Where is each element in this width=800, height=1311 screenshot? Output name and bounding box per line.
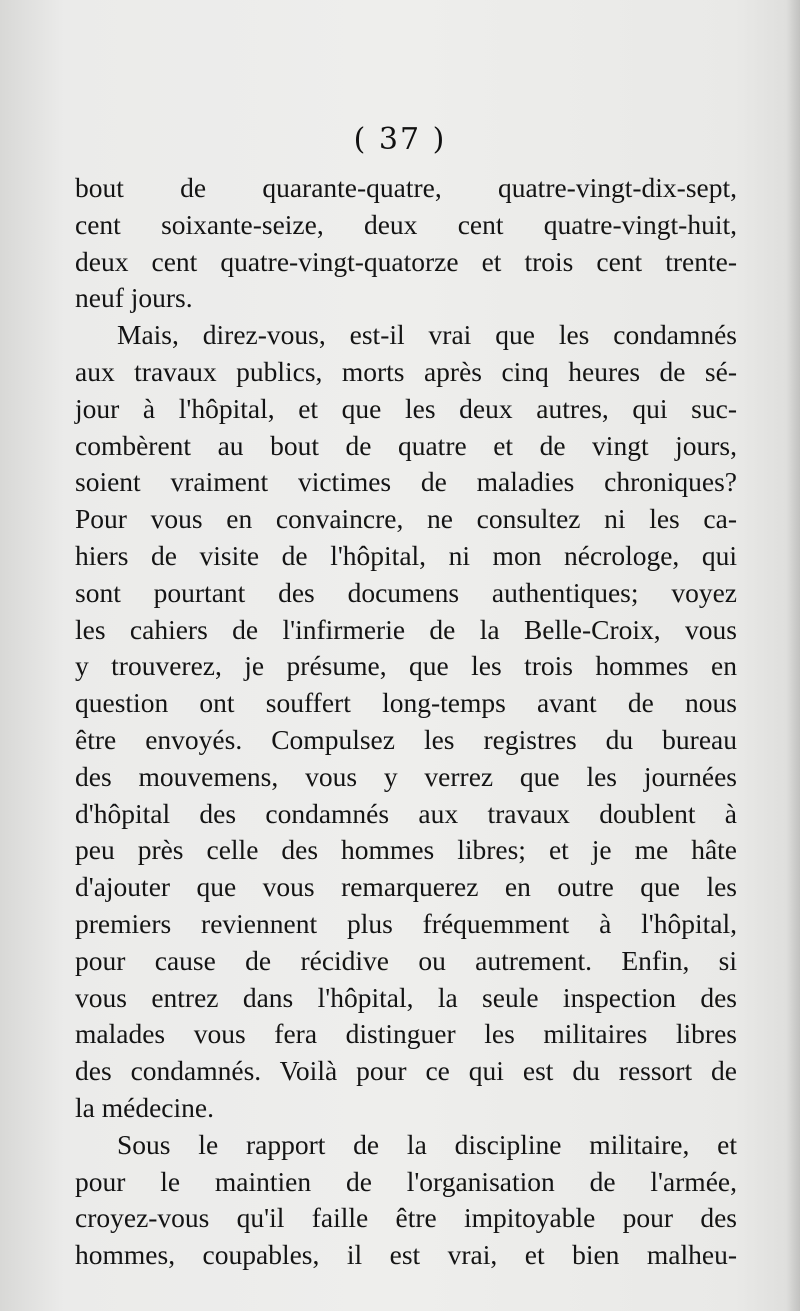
text-line: hommes, coupables, il est vrai, et bien malheu- xyxy=(75,1239,737,1271)
text-line: d'ajouter que vous remarquerez en outre que les xyxy=(75,871,737,903)
text-line: des mouvemens, vous y verrez que les journées xyxy=(75,760,737,792)
text-line: jour à l'hôpital, et que les deux autres, qui suc- xyxy=(75,392,737,424)
text-line: premiers reviennent plus fréquemment à l'hôpital, xyxy=(75,907,737,939)
text-line: aux travaux publics, morts après cinq heures de sé- xyxy=(75,355,737,387)
body-text xyxy=(75,170,737,1274)
text-line: sont pourtant des documens authentiques; voyez xyxy=(75,576,737,608)
text-line: combèrent au bout de quatre et de vingt jours, xyxy=(75,429,737,461)
page-edge-shadow xyxy=(786,0,800,1311)
text-line: cent soixante-seize, deux cent quatre-vingt-huit, xyxy=(75,208,737,240)
text-line: hiers de visite de l'hôpital, ni mon nécrologe, qui xyxy=(75,539,737,571)
page-number: ( 37 ) xyxy=(353,122,447,157)
text-line: question ont souffert long-temps avant de nous xyxy=(75,687,737,719)
text-line: croyez-vous qu'il faille être impitoyable pour des xyxy=(75,1202,737,1234)
text-line: Pour vous en convaincre, ne consultez ni les ca- xyxy=(75,503,737,535)
text-line: deux cent quatre-vingt-quatorze et trois cent trente- xyxy=(75,245,737,277)
text-line: d'hôpital des condamnés aux travaux doublent à xyxy=(75,797,737,829)
text-line: soient vraiment victimes de maladies chroniques? xyxy=(75,466,737,498)
text-line: pour cause de récidive ou autrement. Enfin, si xyxy=(75,944,737,976)
text-line: malades vous fera distinguer les militaires libres xyxy=(75,1018,737,1050)
text-line: Mais, direz-vous, est-il vrai que les condamnés xyxy=(117,319,737,351)
text-line: Sous le rapport de la discipline militaire, et xyxy=(117,1128,737,1160)
text-line: y trouverez, je présume, que les trois hommes en xyxy=(75,650,737,682)
text-line: pour le maintien de l'organisation de l'armée, xyxy=(75,1165,737,1197)
text-line: être envoyés. Compulsez les registres du bureau xyxy=(75,723,737,755)
text-line: neuf jours. xyxy=(75,282,193,314)
text-line: les cahiers de l'infirmerie de la Belle-Croix, vous xyxy=(75,613,737,645)
text-line: peu près celle des hommes libres; et je me hâte xyxy=(75,834,737,866)
text-line: la médecine. xyxy=(75,1091,214,1123)
text-line: vous entrez dans l'hôpital, la seule inspection des xyxy=(75,981,737,1013)
text-line: bout de quarante-quatre, quatre-vingt-dix-sept, xyxy=(75,172,737,203)
text-line: des condamnés. Voilà pour ce qui est du ressort de xyxy=(75,1055,737,1087)
